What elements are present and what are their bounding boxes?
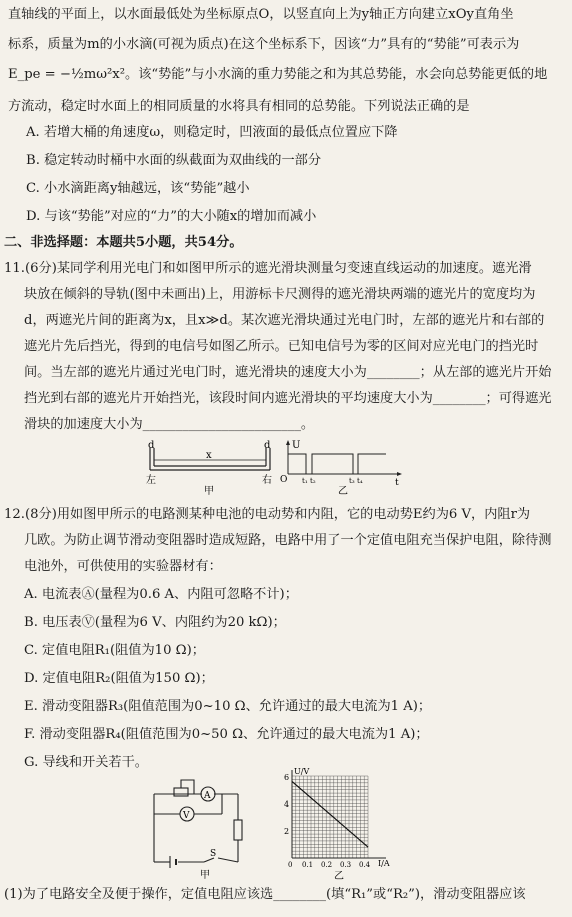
y-tick-2: 2 xyxy=(284,827,290,836)
fig11-t3: t₃ xyxy=(349,477,355,485)
q12-line-1: 12.(8分)用如图甲所示的电路测某种电池的电动势和内阻，它的电动势E约为6 V，内阻r为 xyxy=(4,507,531,522)
fig11-yi-caption: 乙 xyxy=(338,486,348,497)
q11-line-6: 挡光到右部的遮光片开始挡光，该段时间内遮光滑块的平均速度大小为________；可得遮光 xyxy=(24,391,552,406)
q12-line-3: 电池外，可供使用的实验器材有： xyxy=(24,559,222,574)
fig11-t-label: t xyxy=(395,478,399,488)
option-c: C. 小水滴距离y轴越远，该“势能”越小 xyxy=(26,181,250,196)
fig12-ui-chart xyxy=(280,766,400,882)
fig12-ammeter-label: A xyxy=(204,791,211,801)
fig12-yi-caption: 乙 xyxy=(334,871,344,882)
fig12-circuit xyxy=(148,774,258,882)
x-tick-0.1: 0.1 xyxy=(302,861,314,869)
q12-option-b: B. 电压表Ⓥ(量程为6 V、内阻约为20 kΩ)； xyxy=(24,615,286,630)
section-heading: 二、非选择题：本题共5小题，共54分。 xyxy=(4,235,243,250)
fig11-slider xyxy=(140,438,280,498)
q11-line-1: 11.(6分)某同学利用光电门和如图甲所示的遮光滑块测量匀变速直线运动的加速度。遮光滑 xyxy=(4,261,532,276)
y-tick-6: 6 xyxy=(284,773,290,782)
x-axis-label: I/A xyxy=(378,859,390,868)
option-b: B. 稳定转动时桶中水面的纵截面为双曲线的一部分 xyxy=(26,153,322,168)
fig11-left-label: 左 xyxy=(146,475,156,486)
q11-line-5: 间。当左部的遮光片通过光电门时，遮光滑块的速度大小为________；从左部的遮光片开始 xyxy=(24,365,552,380)
q11-line-2: 块放在倾斜的导轨(图中未画出)上，用游标卡尺测得的遮光滑块两端的遮光片的宽度均为 xyxy=(24,287,536,302)
intro-line-3: E_pe = −½mω²x²。该“势能”与小水滴的重力势能之和为其总势能，水会向总势能更低的地 xyxy=(8,67,548,82)
intro-line-2: 标系，质量为m的小水滴(可视为质点)在这个坐标系下，因该“力”具有的“势能”可表示为 xyxy=(8,37,520,52)
fig11-u-label: U xyxy=(292,440,301,451)
intro-line-4: 方流动，稳定时水面上的相同质量的水将具有相同的总势能。下列说法正确的是 xyxy=(8,99,470,114)
fig11-jia-caption: 甲 xyxy=(204,486,214,497)
fig11-d-right: d xyxy=(264,440,271,451)
fig11-t2: t₂ xyxy=(310,477,316,485)
fig11-right-label: 右 xyxy=(262,475,272,486)
option-a: A. 若增大桶的角速度ω，则稳定时，凹液面的最低点位置应下降 xyxy=(26,125,398,140)
x-tick-0: 0 xyxy=(288,861,293,869)
q11-line-7: 滑块的加速度大小为________________________。 xyxy=(24,417,315,432)
fig11-origin: O xyxy=(280,475,288,485)
q12-sub1: (1)为了电路安全及便于操作，定值电阻应该选________(填“R₁”或“R₂”)，滑动变阻器应该 xyxy=(4,887,526,902)
q12-option-a: A. 电流表Ⓐ(量程为0.6 A、内阻可忽略不计)； xyxy=(24,587,298,602)
q12-option-e: E. 滑动变阻器R₃(阻值范围为0~10 Ω、允许通过的最大电流为1 A)； xyxy=(24,699,432,714)
y-tick-4: 4 xyxy=(284,800,290,809)
x-tick-0.3: 0.3 xyxy=(340,861,352,869)
q11-line-4: 遮光片先后挡光，得到的电信号如图乙所示。已知电信号为零的区间对应光电门的挡光时 xyxy=(24,339,539,354)
q12-line-2: 几欧。为防止调节滑动变阻器时造成短路，电路中用了一个定值电阻充当保护电阻，除待测 xyxy=(24,533,552,548)
x-tick-0.4: 0.4 xyxy=(359,861,371,869)
fig11-d-left: d xyxy=(148,440,155,451)
intro-line-1: 直轴线的平面上，以水面最低处为坐标原点O，以竖直向上为y轴正方向建立xOy直角坐 xyxy=(8,7,514,22)
fig12-switch-label: S xyxy=(210,849,217,859)
y-axis-label: U/V xyxy=(294,767,310,776)
x-tick-0.2: 0.2 xyxy=(321,861,333,869)
fig11-signal-graph xyxy=(278,438,408,498)
fig11-x-label: x xyxy=(206,450,212,461)
q12-option-f: F. 滑动变阻器R₄(阻值范围为0~50 Ω、允许通过的最大电流为1 A)； xyxy=(24,727,429,742)
fig12-jia-caption: 甲 xyxy=(200,870,210,881)
q12-option-c: C. 定值电阻R₁(阻值为10 Ω)； xyxy=(24,643,205,658)
fig12-voltmeter-label: V xyxy=(183,811,190,821)
q12-option-g: G. 导线和开关若干。 xyxy=(24,755,148,770)
q12-option-d: D. 定值电阻R₂(阻值为150 Ω)； xyxy=(24,671,214,686)
option-d: D. 与该“势能”对应的“力”的大小随x的增加而减小 xyxy=(26,209,317,224)
fig11-t1: t₁ xyxy=(302,477,308,485)
fig11-t4: t₄ xyxy=(357,477,363,485)
q11-line-3: d，两遮光片间的距离为x，且x≫d。某次遮光滑块通过光电门时，左部的遮光片和右部的 xyxy=(24,313,545,328)
